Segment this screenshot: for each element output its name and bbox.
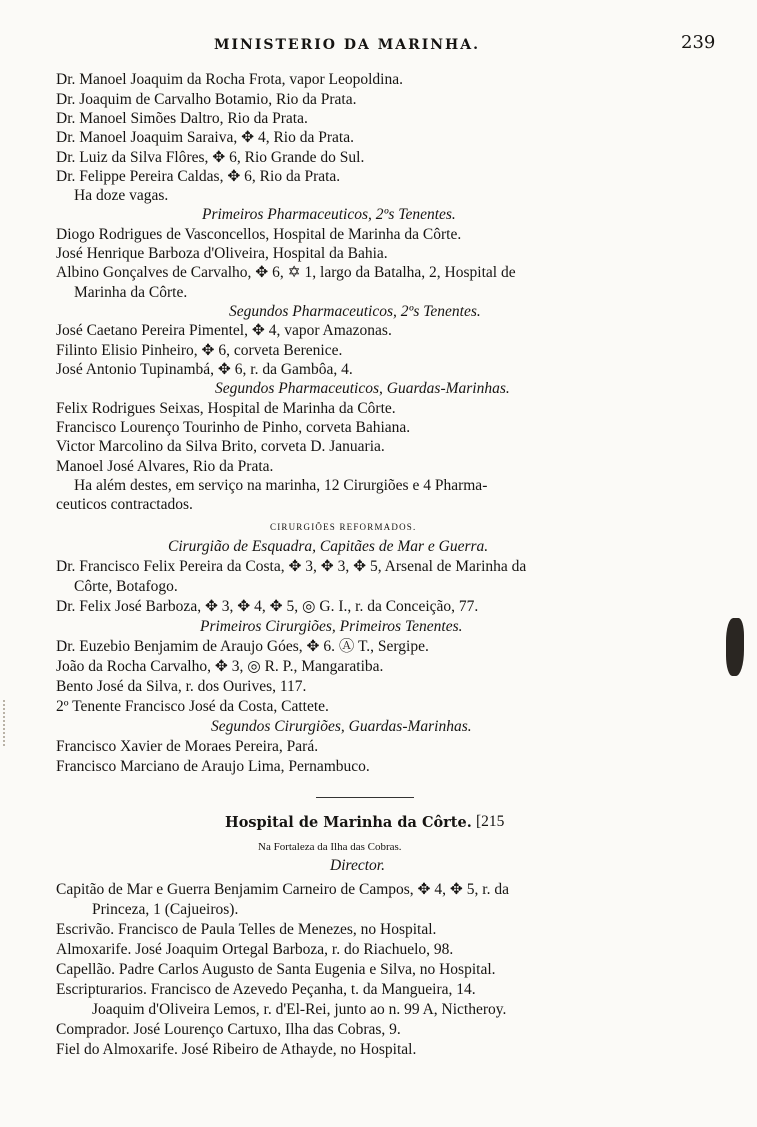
section-subheading: Primeiros Pharmaceuticos, 2ºs Tenentes. <box>202 206 456 223</box>
section-heading: CIRURGIÕES REFORMADOS. <box>270 522 417 532</box>
text-line: Côrte, Botafogo. <box>74 578 178 595</box>
text-line: Marinha da Côrte. <box>74 284 188 301</box>
section-divider <box>316 797 414 798</box>
text-line: Dr. Manoel Joaquim Saraiva, ✥ 4, Rio da Prata. <box>56 129 354 146</box>
text-line: Dr. Euzebio Benjamim de Araujo Góes, ✥ 6. Ⓐ T., Sergipe. <box>56 638 429 655</box>
text-line: José Antonio Tupinambá, ✥ 6, r. da Gambôa, 4. <box>56 361 353 378</box>
text-line: João da Rocha Carvalho, ✥ 3, ◎ R. P., Mangaratiba. <box>56 658 384 675</box>
text-line: Escrivão. Francisco de Paula Telles de Menezes, no Hospital. <box>56 921 437 938</box>
text-line: Dr. Felix José Barboza, ✥ 3, ✥ 4, ✥ 5, ◎ G. I., r. da Conceição, 77. <box>56 598 479 615</box>
text-line: Dr. Manoel Simões Daltro, Rio da Prata. <box>56 110 308 127</box>
text-line: José Henrique Barboza d'Oliveira, Hospital da Bahia. <box>56 245 388 262</box>
text-line: Escripturarios. Francisco de Azevedo Peçanha, t. da Mangueira, 14. <box>56 981 476 998</box>
text-line: ceuticos contractados. <box>56 496 193 513</box>
text-line: Almoxarife. José Joaquim Ortegal Barboza, r. do Riachuelo, 98. <box>56 941 454 958</box>
section-subheading: Director. <box>330 857 385 874</box>
ink-blot <box>726 618 744 676</box>
text-line: Manoel José Alvares, Rio da Prata. <box>56 458 274 475</box>
entry-number: [215 <box>476 813 505 830</box>
section-subheading: Cirurgião de Esquadra, Capitães de Mar e Guerra. <box>168 538 489 555</box>
text-line: Diogo Rodrigues de Vasconcellos, Hospital de Marinha da Côrte. <box>56 226 462 243</box>
text-line: Ha além destes, em serviço na marinha, 12 Cirurgiões e 4 Pharma- <box>74 477 488 494</box>
text-line: Capitão de Mar e Guerra Benjamim Carneiro de Campos, ✥ 4, ✥ 5, r. da <box>56 881 509 898</box>
margin-marks <box>3 700 7 746</box>
text-line: Comprador. José Lourenço Cartuxo, Ilha das Cobras, 9. <box>56 1021 401 1038</box>
section-subheading: Segundos Pharmaceuticos, 2ºs Tenentes. <box>229 303 481 320</box>
text-line: Filinto Elisio Pinheiro, ✥ 6, corveta Berenice. <box>56 342 343 359</box>
text-line: Fiel do Almoxarife. José Ribeiro de Athayde, no Hospital. <box>56 1041 417 1058</box>
text-line: Ha doze vagas. <box>74 187 169 204</box>
text-line: Felix Rodrigues Seixas, Hospital de Marinha da Côrte. <box>56 400 396 417</box>
running-header: MINISTERIO DA MARINHA. <box>214 37 481 53</box>
text-line: Victor Marcolino da Silva Brito, corveta D. Januaria. <box>56 438 385 455</box>
text-line: 2º Tenente Francisco José da Costa, Cattete. <box>56 698 329 715</box>
text-line: Dr. Manoel Joaquim da Rocha Frota, vapor Leopoldina. <box>56 71 403 88</box>
location-note: Na Fortaleza da Ilha das Cobras. <box>258 841 402 853</box>
text-line: Dr. Felippe Pereira Caldas, ✥ 6, Rio da Prata. <box>56 168 341 185</box>
text-line: Albino Gonçalves de Carvalho, ✥ 6, ✡ 1, largo da Batalha, 2, Hospital de <box>56 264 516 281</box>
text-line: Francisco Marciano de Araujo Lima, Pernambuco. <box>56 758 370 775</box>
text-line: Dr. Joaquim de Carvalho Botamio, Rio da Prata. <box>56 91 357 108</box>
text-line: Princeza, 1 (Cajueiros). <box>92 901 239 918</box>
section-subheading: Segundos Pharmaceuticos, Guardas-Marinhas. <box>215 380 510 397</box>
hospital-heading: Hospital de Marinha da Côrte. <box>225 814 472 831</box>
text-line: Dr. Luiz da Silva Flôres, ✥ 6, Rio Grande do Sul. <box>56 149 365 166</box>
text-line: Francisco Lourenço Tourinho de Pinho, corveta Bahiana. <box>56 419 411 436</box>
text-line: Francisco Xavier de Moraes Pereira, Pará. <box>56 738 319 755</box>
section-subheading: Segundos Cirurgiões, Guardas-Marinhas. <box>211 718 472 735</box>
text-line: Bento José da Silva, r. dos Ourives, 117. <box>56 678 307 695</box>
text-line: Dr. Francisco Felix Pereira da Costa, ✥ 3, ✥ 3, ✥ 5, Arsenal de Marinha da <box>56 558 527 575</box>
text-line: José Caetano Pereira Pimentel, ✥ 4, vapor Amazonas. <box>56 322 392 339</box>
text-line: Joaquim d'Oliveira Lemos, r. d'El-Rei, junto ao n. 99 A, Nictheroy. <box>92 1001 507 1018</box>
page-number: 239 <box>681 32 716 53</box>
text-line: Capellão. Padre Carlos Augusto de Santa Eugenia e Silva, no Hospital. <box>56 961 496 978</box>
section-subheading: Primeiros Cirurgiões, Primeiros Tenentes. <box>200 618 463 635</box>
